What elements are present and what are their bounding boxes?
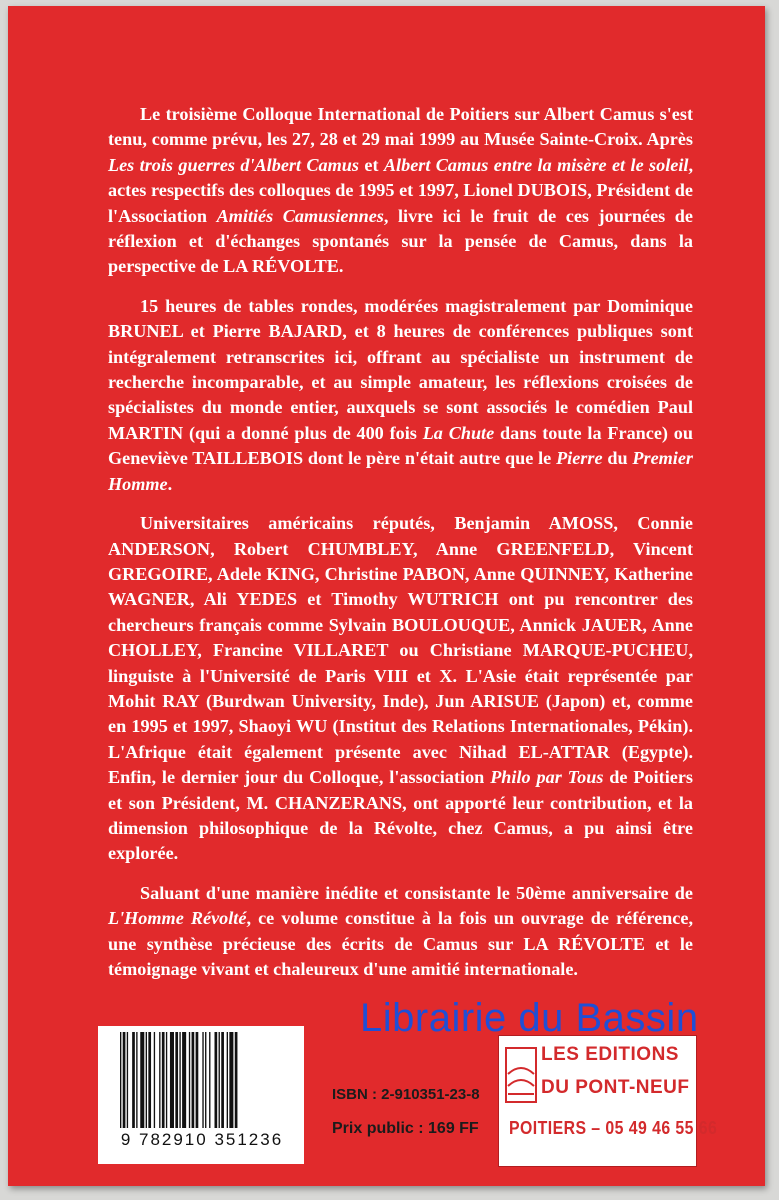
italic-title: L'Homme Révolté — [108, 908, 247, 929]
italic-title: Albert Camus entre la misère et le soleil — [383, 154, 689, 175]
italic-title: Pierre — [556, 448, 603, 469]
blurb-paragraph-4 — [108, 881, 693, 983]
publisher-name-line1: LES EDITIONS — [541, 1044, 679, 1065]
barcode-digits: 9 782910 351236 — [120, 1130, 284, 1149]
text-run: Universitaires américains réputés, Benjamin AMOSS, Connie ANDERSON, Robert CHUMBLEY, Anne GREENFELD, Vincent GREGOIRE, Adele KING, Christine PABON, Anne QUINNEY, Katherine WAGNER, Ali YEDES et Timothy WUTRICH ont pu rencontrer des chercheurs français comme Sylvain BOULOUQUE, Annick JAUER, Anne CHOLLEY, Francine VILLARET ou Christiane MARQUE-PUCHEU, linguiste à l'Université de Paris VIII et X. L'Asie était représentée par Mohit RAY (Burdwan University, Inde), Jun ARISUE (Japon) et, comme en 1995 et 1997, Shaoyi WU (Institut des Relations Internationales, Pékin). L'Afrique était également présente avec Nihad EL-ATTAR (Egypte). Enfin, le dernier jour du Colloque, l'association — [108, 513, 693, 788]
italic-title: Philo par Tous — [490, 767, 604, 788]
text-run: . — [167, 473, 173, 494]
text-run: et — [358, 154, 384, 175]
text-run: Le troisième Colloque International de Poitiers sur Albert Camus s'est tenu, comme prévu, les 27, 28 et 29 mai 1999 au Musée Sainte-Croix. Après — [108, 104, 693, 150]
publisher-city-phone: POITIERS – 05 49 46 55 66 — [509, 1118, 718, 1138]
text-run: , actes respectifs des colloques de 1995 et 1997, Lionel DUBOIS, Président de l'Association — [108, 154, 693, 226]
blurb-paragraph-1 — [108, 102, 693, 280]
publisher-logo-box — [498, 1035, 718, 1167]
bridge-logo-icon — [504, 1044, 538, 1106]
italic-title: Amitiés Camusiennes — [216, 205, 384, 226]
text-run: 15 heures de tables rondes, modérées magistralement par Dominique BRUNEL et Pierre BAJARD, et 8 heures de conférences publiques sont intégralement retranscrites ici, offrant au spécialiste un instrument de recherche incomparable, et au simple amateur, les réflexions croisées de spécialistes du monde entier, auxquels se sont associés le comédien Paul MARTIN (qui a donné plus de 400 fois — [108, 295, 693, 443]
italic-title: Premier Homme — [108, 448, 693, 494]
price-label: Prix public : 169 FF — [332, 1120, 479, 1137]
text-run: de Poitiers et son Président, M. CHANZERANS, ont apporté leur contribution, et la dimension philosophique de la Révolte, chez Camus, a pu ainsi être explorée. — [108, 767, 693, 864]
italic-title: La Chute — [422, 422, 495, 443]
publisher-name-line2: DU PONT-NEUF — [541, 1077, 690, 1098]
blurb-paragraph-3 — [108, 511, 693, 867]
blurb-paragraph-2 — [108, 294, 693, 497]
bookshop-watermark: Librairie du Bassin — [360, 996, 699, 1040]
text-run: , livre ici le fruit de ces journées de réflexion et d'échanges spontanés sur la pensée de Camus, dans la perspective de LA RÉVOLTE. — [108, 205, 693, 277]
text-run: , ce volume constitue à la fois un ouvrage de référence, une synthèse précieuse des écrits de Camus sur LA RÉVOLTE et le témoignage vivant et chaleureux d'une amitié internationale. — [108, 908, 693, 979]
blurb-text — [108, 102, 693, 996]
text-run: du — [602, 448, 633, 469]
italic-title: Les trois guerres d'Albert Camus — [108, 154, 359, 175]
text-run: Saluant d'une manière inédite et consistante le 50ème anniversaire de — [140, 882, 693, 903]
barcode-panel — [98, 1026, 304, 1164]
isbn-label: ISBN : 2-910351-23-8 — [332, 1086, 480, 1103]
barcode-icon — [120, 1032, 282, 1128]
text-run: dans toute la France) ou Geneviève TAILLEBOIS dont le père n'était autre que le — [108, 422, 693, 469]
